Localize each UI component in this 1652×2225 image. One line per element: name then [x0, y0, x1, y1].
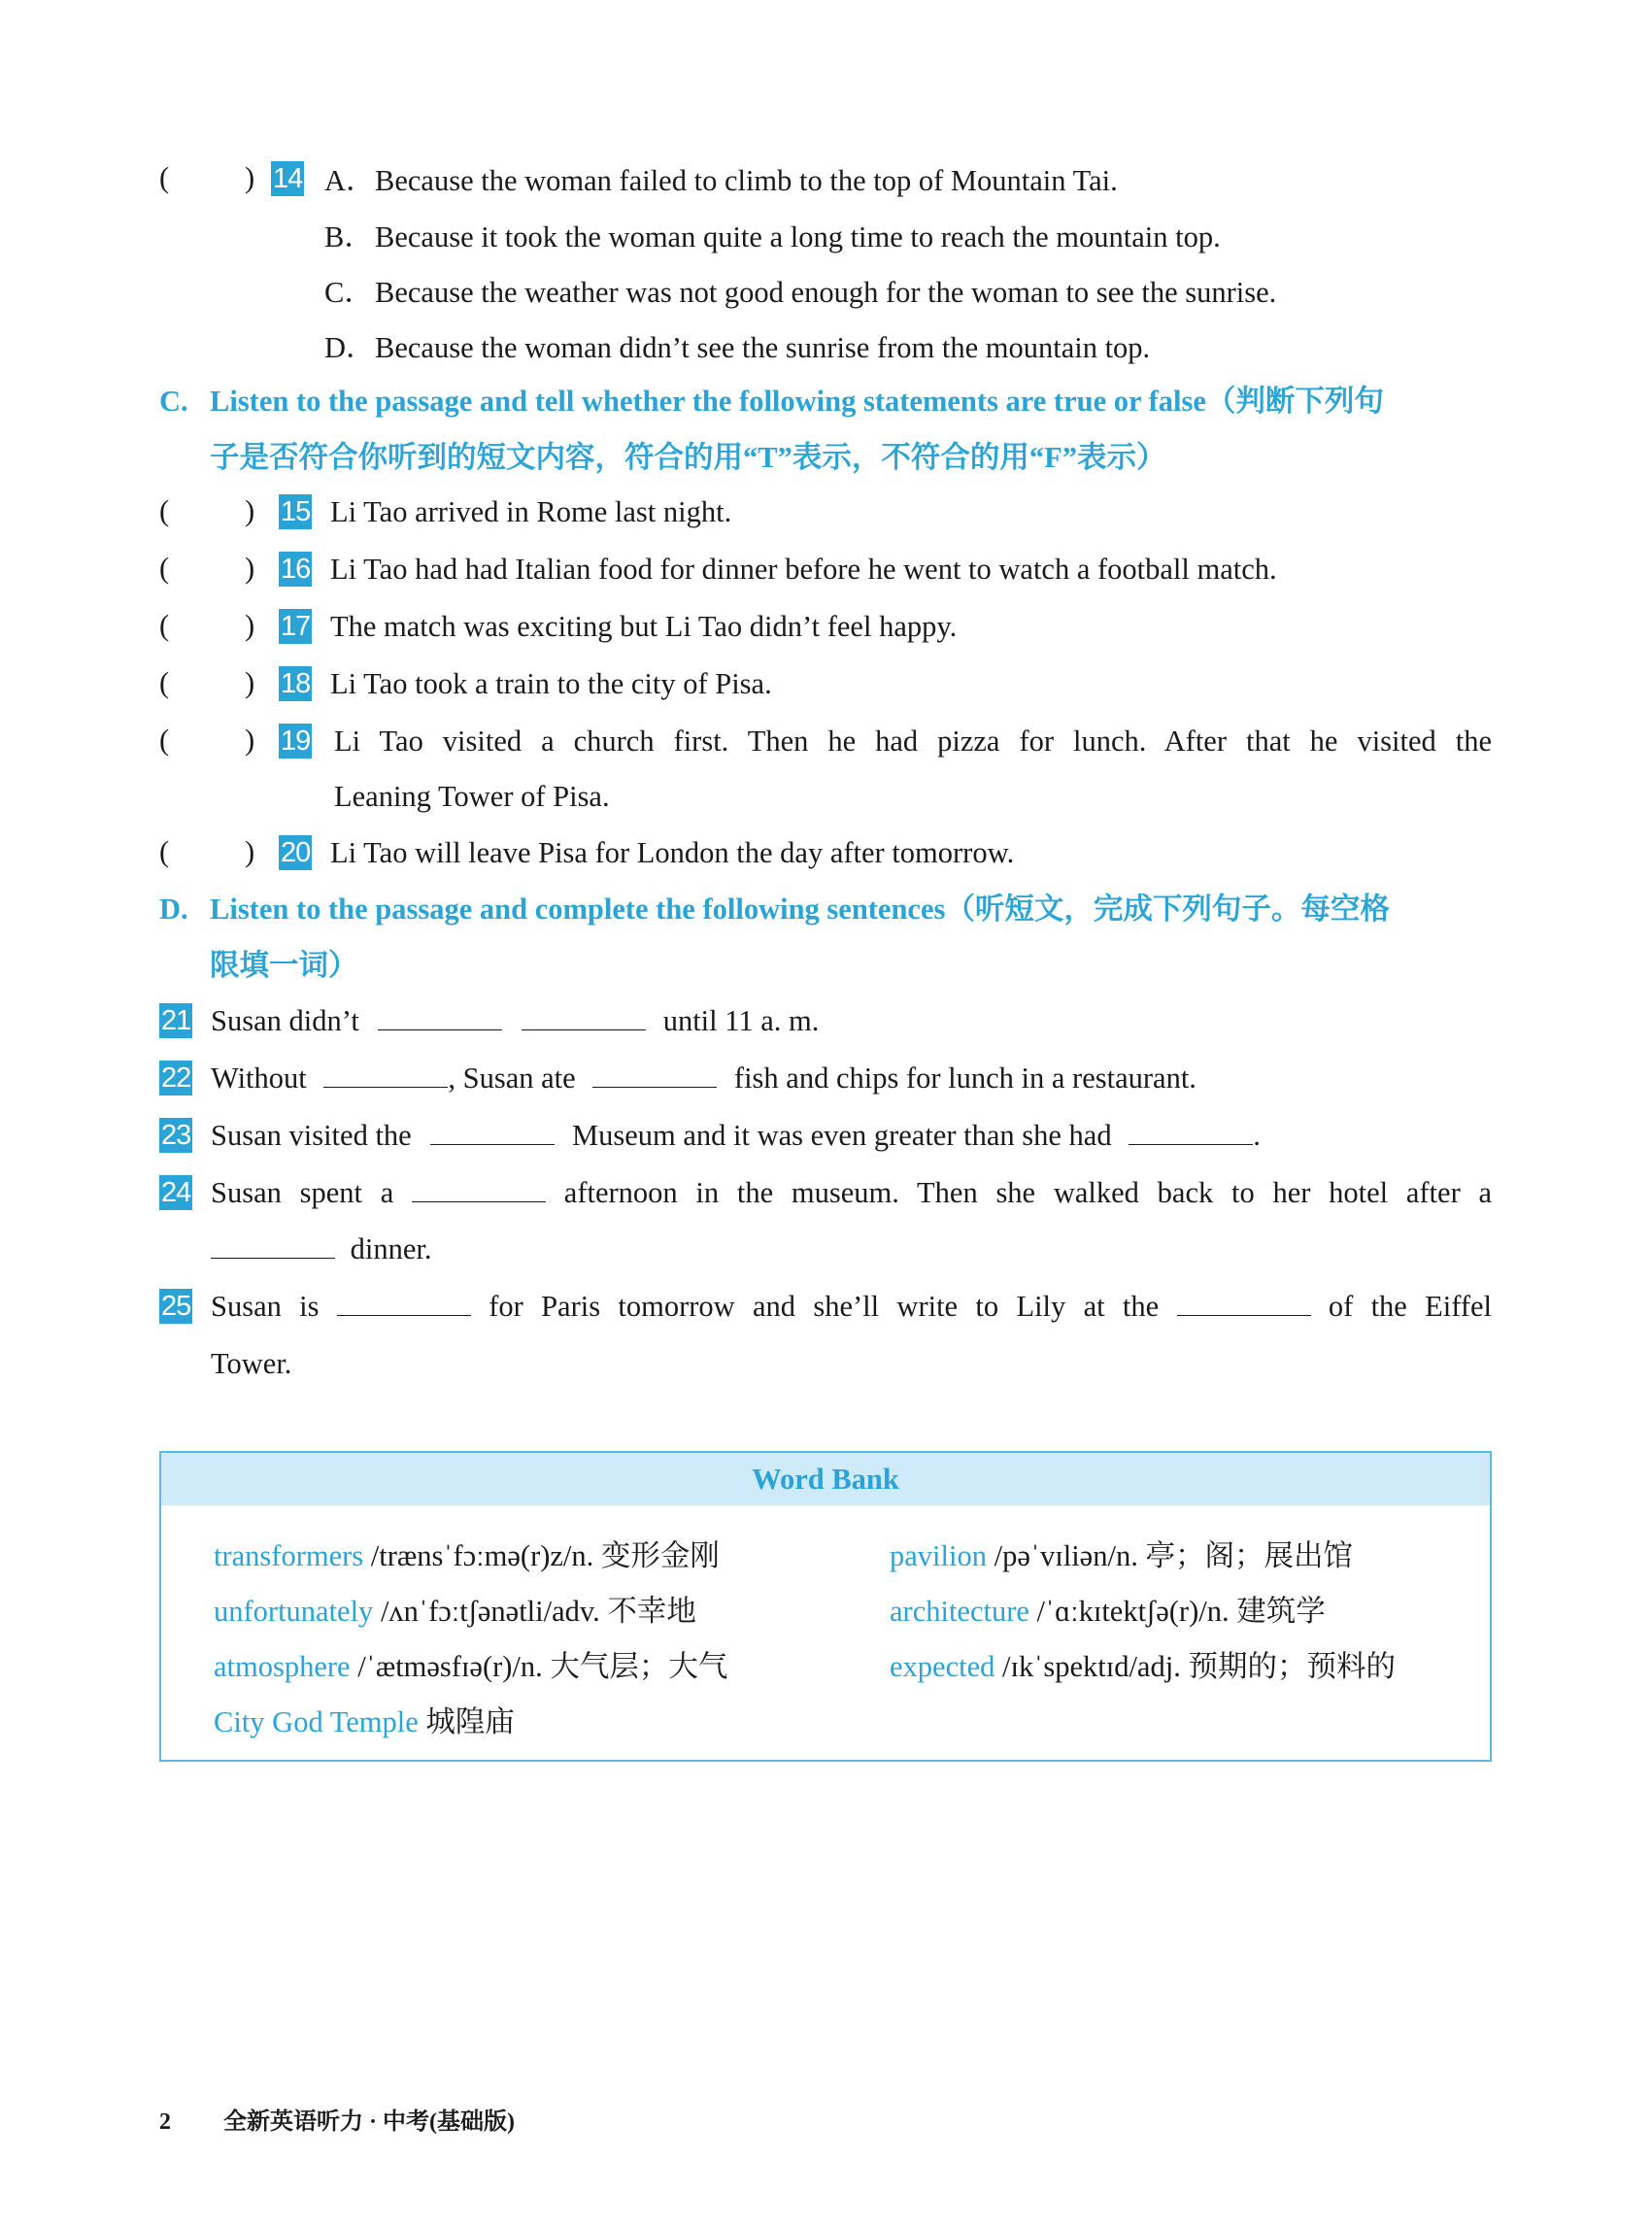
question-number-16: 16	[281, 554, 311, 585]
sentence-text: Susan visited the Museum and it was even greater than she had .	[211, 1119, 1261, 1152]
book-title: 全新英语听力 · 中考(基础版)	[223, 2109, 515, 2135]
vocab-definition: /ɪkˈspektɪd/adj. 预期的；预料的	[995, 1650, 1396, 1683]
answer-blank[interactable]	[378, 1004, 502, 1030]
question-number-14: 14	[273, 163, 303, 194]
vocab-definition: /ˈɑːkɪtektʃə(r)/n. 建筑学	[1028, 1595, 1326, 1628]
answer-blank[interactable]	[430, 1119, 555, 1145]
q14-option-d: D．Because the woman didn’t see the sunrise from the mountain top.	[324, 331, 1151, 364]
word-bank-entry	[214, 1536, 720, 1575]
sentence-text: Susan didn’t until 11 a. m.	[211, 1004, 820, 1037]
statement-text: Li Tao visited a church first. Then he had pizza for lunch. After that he visited the	[334, 725, 1492, 758]
word-bank-entry	[214, 1702, 515, 1741]
statement-text: Li Tao took a train to the city of Pisa.	[330, 667, 772, 700]
answer-paren-open: (	[159, 666, 170, 699]
sentence-text: Susan is for Paris tomorrow and she’ll write to Lily at the of the Eiffel	[211, 1290, 1493, 1323]
question-number-22: 22	[161, 1062, 191, 1094]
answer-blank[interactable]	[1129, 1119, 1253, 1145]
answer-paren-close: )	[245, 666, 255, 699]
sentence-text: Susan spent a afternoon in the museum. Then she walked back to her hotel after a	[211, 1176, 1493, 1209]
answer-blank[interactable]	[522, 1004, 646, 1030]
answer-paren-open: (	[159, 161, 170, 194]
statement-text: The match was exciting but Li Tao didn’t feel happy.	[330, 610, 958, 643]
answer-blank[interactable]	[1177, 1290, 1311, 1316]
statement-text-continued: Leaning Tower of Pisa.	[334, 780, 610, 813]
vocab-definition: /ˈætməsfɪə(r)/n. 大气层；大气	[350, 1650, 728, 1683]
sentence-text-continued: Tower.	[211, 1347, 292, 1380]
answer-blank[interactable]	[323, 1062, 448, 1088]
vocab-word: transformers	[214, 1539, 364, 1572]
page-number: 2	[159, 2109, 171, 2135]
word-bank-entry	[214, 1592, 696, 1631]
vocab-definition: /pəˈvɪliən/n. 亭；阁；展出馆	[986, 1539, 1353, 1572]
answer-paren-open: (	[159, 552, 170, 585]
statement-text: Li Tao arrived in Rome last night.	[330, 495, 732, 528]
vocab-definition: /trænsˈfɔːmə(r)z/n. 变形金刚	[363, 1539, 720, 1572]
word-bank-entry	[890, 1592, 1326, 1631]
answer-blank[interactable]	[592, 1062, 717, 1088]
answer-paren-close: )	[245, 494, 255, 527]
vocab-definition: /ʌnˈfɔːtʃənətli/adv. 不幸地	[373, 1595, 696, 1628]
question-number-21: 21	[161, 1005, 191, 1036]
answer-paren-close: )	[245, 552, 255, 585]
vocab-definition: 城隍庙	[418, 1705, 515, 1738]
word-bank-title: Word Bank	[161, 1453, 1490, 1505]
q14-option-a: A．Because the woman failed to climb to the top of Mountain Tai.	[324, 164, 1118, 197]
answer-paren-close: )	[245, 161, 255, 194]
answer-paren-close: )	[245, 835, 255, 868]
question-number-17: 17	[281, 611, 311, 642]
page-footer	[159, 2102, 515, 2136]
section-d-heading: D. Listen to the passage and complete the following sentences（听短文，完成下列句子。每空格 限填一词）	[159, 893, 1390, 982]
answer-paren-open: (	[159, 609, 170, 642]
statement-text: Li Tao had had Italian food for dinner before he went to watch a football match.	[330, 553, 1277, 586]
answer-paren-open: (	[159, 724, 170, 757]
answer-paren-open: (	[159, 494, 170, 527]
vocab-word: unfortunately	[214, 1595, 374, 1628]
question-number-19: 19	[281, 725, 311, 757]
statement-text: Li Tao will leave Pisa for London the day after tomorrow.	[330, 836, 1015, 869]
vocab-word: expected	[890, 1650, 995, 1683]
word-bank-entry	[214, 1647, 727, 1686]
vocab-word: atmosphere	[214, 1650, 351, 1683]
question-number-24: 24	[161, 1177, 191, 1208]
question-number-15: 15	[281, 496, 311, 527]
section-c-heading: C. Listen to the passage and tell whether the following statements are true or false（判断下列句 子是否符合你听到的短文内容，符合的用“T”表示，不符合的用“F”表示）	[159, 385, 1384, 474]
answer-paren-close: )	[245, 609, 255, 642]
answer-blank[interactable]	[412, 1176, 546, 1202]
word-bank	[159, 1451, 1492, 1762]
q14-option-c: C．Because the weather was not good enough for the woman to see the sunrise.	[324, 276, 1277, 309]
word-bank-entry	[890, 1647, 1396, 1686]
q14-option-b: B．Because it took the woman quite a long time to reach the mountain top.	[324, 220, 1221, 253]
answer-paren-close: )	[245, 724, 255, 757]
answer-paren-open: (	[159, 835, 170, 868]
vocab-word: City God Temple	[214, 1705, 419, 1738]
sentence-text-continued: dinner.	[211, 1230, 432, 1268]
question-number-20: 20	[281, 837, 311, 868]
sentence-text: Without , Susan ate fish and chips for lunch in a restaurant.	[211, 1062, 1197, 1095]
vocab-word: architecture	[890, 1595, 1029, 1628]
answer-blank[interactable]	[211, 1232, 335, 1259]
question-number-25: 25	[161, 1291, 191, 1322]
question-number-23: 23	[161, 1120, 191, 1151]
answer-blank[interactable]	[337, 1290, 471, 1316]
vocab-word: pavilion	[890, 1539, 987, 1572]
word-bank-entry	[890, 1536, 1353, 1575]
question-number-18: 18	[281, 668, 311, 699]
